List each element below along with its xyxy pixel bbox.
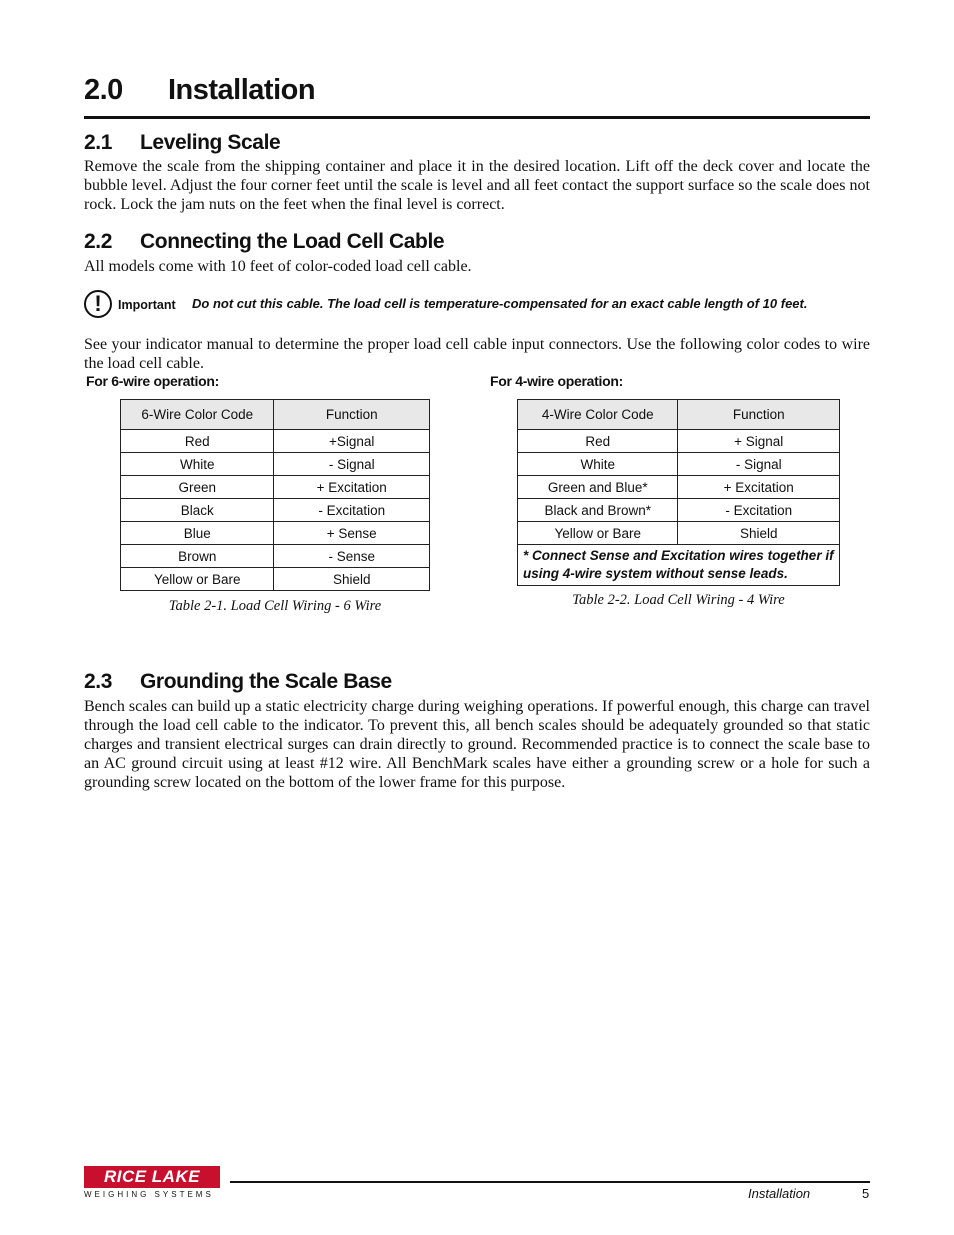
color-cell: Yellow or Bare	[121, 568, 274, 591]
table-row	[121, 499, 430, 522]
function-cell: - Excitation	[678, 499, 840, 522]
important-label: Important	[118, 298, 176, 312]
table-note-row	[518, 545, 840, 586]
chapter-number: 2.0	[84, 74, 123, 106]
color-cell: Black and Brown*	[518, 499, 678, 522]
section-body-2-2: All models come with 10 feet of color-coded load cell cable.	[84, 258, 472, 275]
color-cell: Blue	[121, 522, 274, 545]
chapter-title: Installation	[168, 74, 316, 106]
table-row	[518, 453, 840, 476]
table-row	[518, 476, 840, 499]
function-cell: - Signal	[678, 453, 840, 476]
table-note: * Connect Sense and Excitation wires together if using 4-wire system without sense leads.	[518, 545, 840, 586]
color-cell: Brown	[121, 545, 274, 568]
function-cell: + Excitation	[274, 476, 430, 499]
color-cell: White	[121, 453, 274, 476]
exclamation-icon: !	[84, 290, 112, 318]
color-cell: Black	[121, 499, 274, 522]
color-cell: Red	[518, 430, 678, 453]
column-header: 6-Wire Color Code	[121, 400, 274, 430]
section-number: 2.3	[84, 670, 112, 693]
table-row	[121, 453, 430, 476]
column-header: 4-Wire Color Code	[518, 400, 678, 430]
four-wire-table	[517, 399, 840, 586]
function-cell: - Signal	[274, 453, 430, 476]
table-row	[121, 476, 430, 499]
four-wire-label: For 4-wire operation:	[490, 373, 623, 389]
section-body-2-2-continued: See your indicator manual to determine the proper load cell cable input connectors. Use the following color codes to wire the load cell cable.	[84, 336, 870, 372]
footer-rule	[230, 1181, 870, 1183]
table-row	[121, 568, 430, 591]
color-cell: Green and Blue*	[518, 476, 678, 499]
color-cell: Green	[121, 476, 274, 499]
section-title: Connecting the Load Cell Cable	[140, 230, 445, 253]
table-row	[518, 499, 840, 522]
chapter-heading	[84, 70, 870, 119]
color-cell: White	[518, 453, 678, 476]
section-number: 2.2	[84, 230, 112, 253]
section-title: Leveling Scale	[140, 131, 281, 154]
section-title: Grounding the Scale Base	[140, 670, 392, 693]
section-body-2-3: Bench scales can build up a static electricity charge during weighing operations. If powerful enough, this charge can travel through the load cell cable to the indicator. To prevent this, all bench scales should be adequately grounded so that static charges and transient electrical surges can drain directly to ground. Recommended practice is to connect the scale base to an AC ground circuit using at least #12 wire. All BenchMark scales have either a grounding screw or a hole for such a grounding screw located on the bottom of the lower frame for this purpose.	[84, 698, 870, 791]
important-text: Do not cut this cable. The load cell is temperature-compensated for an exact cable length of 10 feet.	[192, 296, 808, 311]
table-row	[121, 430, 430, 453]
four-wire-caption: Table 2-2. Load Cell Wiring - 4 Wire	[572, 592, 785, 608]
logo-mark	[84, 1166, 220, 1188]
page-number: 5	[862, 1186, 870, 1201]
rice-lake-logo	[84, 1166, 222, 1199]
function-cell: Shield	[678, 522, 840, 545]
six-wire-caption: Table 2-1. Load Cell Wiring - 6 Wire	[168, 598, 382, 614]
function-cell: - Excitation	[274, 499, 430, 522]
table-row	[518, 522, 840, 545]
table-row	[518, 430, 840, 453]
footer-section-name: Installation	[748, 1186, 811, 1201]
table-row	[121, 522, 430, 545]
function-cell: + Signal	[678, 430, 840, 453]
table-header-row	[518, 400, 840, 430]
table-header-row	[121, 400, 430, 430]
important-notice	[84, 289, 870, 323]
six-wire-label: For 6-wire operation:	[86, 373, 219, 389]
column-header: Function	[274, 400, 430, 430]
column-header: Function	[678, 400, 840, 430]
six-wire-table	[120, 399, 430, 591]
section-body-2-1: Remove the scale from the shipping container and place it in the desired location. Lift off the deck cover and locate the bubble level. Adjust the four corner feet until the scale is level and all feet contact the support surface so the scale does not rock. Lock the jam nuts on the feet when the final level is correct.	[84, 158, 870, 213]
color-cell: Yellow or Bare	[518, 522, 678, 545]
section-number: 2.1	[84, 131, 112, 154]
function-cell: Shield	[274, 568, 430, 591]
table-row	[121, 545, 430, 568]
function-cell: + Sense	[274, 522, 430, 545]
function-cell: - Sense	[274, 545, 430, 568]
function-cell: + Excitation	[678, 476, 840, 499]
logo-subtitle: WEIGHING SYSTEMS	[84, 1190, 214, 1199]
color-cell: Red	[121, 430, 274, 453]
logo-text: RICE LAKE	[103, 1167, 201, 1186]
function-cell: +Signal	[274, 430, 430, 453]
